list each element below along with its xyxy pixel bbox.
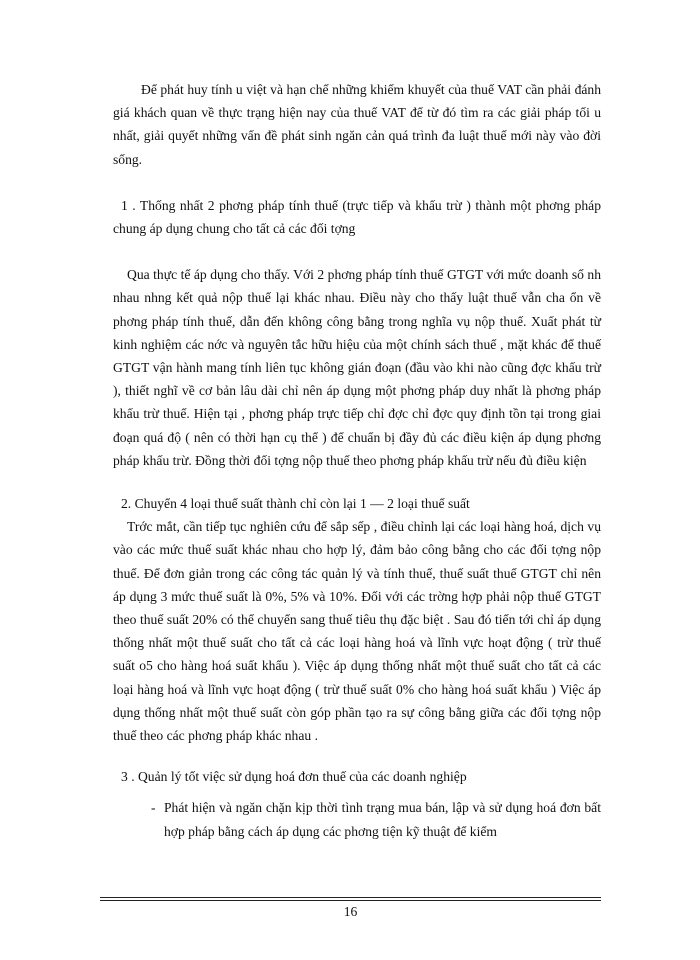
section-heading-2: 2. Chuyển 4 loại thuế suất thành chỉ còn lại 1 — 2 loại thuế suất (121, 496, 470, 512)
section-heading-1: 1 . Thống nhất 2 phơng pháp tính thuế (trực tiếp và khấu trừ ) thành một phơng pháp chung áp dụng chung cho tất cả các đối tợng (113, 197, 601, 237)
section-1-body: Qua thực tế áp dụng cho thấy. Với 2 phơng pháp tính thuế GTGT với mức doanh số nh nhau nhng kết quả nộp thuế lại khác nhau. Điều này cho thấy luật thuế vẫn cha ổn về phơng pháp tính thuế, dẫn đến không công bằng trong nghĩa vụ nộp thuế. Xuất phát từ kinh nghiệm các nớc và nguyên tắc hữu hiệu của một chính sách thuế , mặt khác để thuế GTGT vận hành mang tính liên tục không gián đoạn (đầu vào khi nào cũng đợc khấu trừ ), thiết nghĩ về cơ bản lâu dài chỉ nên áp dụng một phơng pháp duy nhất là phơng pháp khấu trừ thuế. Hiện tại , phơng pháp trực tiếp chỉ đợc chỉ đợc quy định tồn tại trong giai đoạn quá độ ( nên có thời hạn cụ thể ) để chuẩn bị đầy đủ các điều kiện áp dụng phơng pháp khấu trừ. Đồng thời đối tợng nộp thuế theo phơng pháp khấu trừ nếu đủ điều kiện (113, 267, 601, 468)
footer-rule-top (100, 897, 601, 898)
bullet-item (113, 796, 601, 842)
footer-rule-bottom (100, 900, 601, 901)
bullet-dash-icon: - (151, 800, 156, 816)
document-body (113, 78, 601, 843)
page-number: 16 (343, 904, 358, 919)
section-2-body: Trớc mắt, cần tiếp tục nghiên cứu để sắp sếp , điều chỉnh lại các loại hàng hoá, dịch vụ vào các mức thuế suất khác nhau cho hợp lý, đảm bảo công bằng cho các đối tợng nộp thuế. Để đơn giản trong các công tác quản lý và tính thuế, thuế suất thuế GTGT chỉ nên áp dụng 3 mức thuế suất là 0%, 5% và 10%. Đối với các trờng hợp phải nộp thuế GTGT theo thuế suất 20% có thể chuyển sang thuế tiêu thụ đặc biệt . Sau đó tiến tới chỉ áp dụng thống nhất một thuế suất cho tất cả các loại hàng hoá và lĩnh vực hoạt động ( trừ thuế suất o5 cho hàng hoá suất khẩu ). Việc áp dụng thống nhất một thuế suất cho tất cả các loại hàng hoá và lĩnh vực hoạt động ( trừ thuế suất 0% cho hàng hoá suất khẩu ) Việc áp dụng thống nhất một thuế suất còn góp phần tạo ra sự công bằng giữa các đối tợng nộp thuế theo các phơng pháp khác nhau . (113, 519, 601, 744)
section-heading-3: 3 . Quản lý tốt việc sử dụng hoá đơn thuế của các doanh nghiệp (121, 769, 467, 785)
bullet-text: Phát hiện và ngăn chặn kịp thời tình trạng mua bán, lập và sử dụng hoá đơn bất hợp pháp bằng cách áp dụng các phơng tiện kỹ thuật để kiểm (164, 800, 601, 839)
intro-paragraph: Để phát huy tính u việt và hạn chế những khiếm khuyết của thuế VAT cần phải đánh giá khách quan về thực trạng hiện nay của thuế VAT để từ đó tìm ra các giải pháp tối u nhất, giải quyết những vấn đề phát sinh ngăn cản quá trình đa luật thuế mới này vào đời sống. (113, 82, 601, 167)
